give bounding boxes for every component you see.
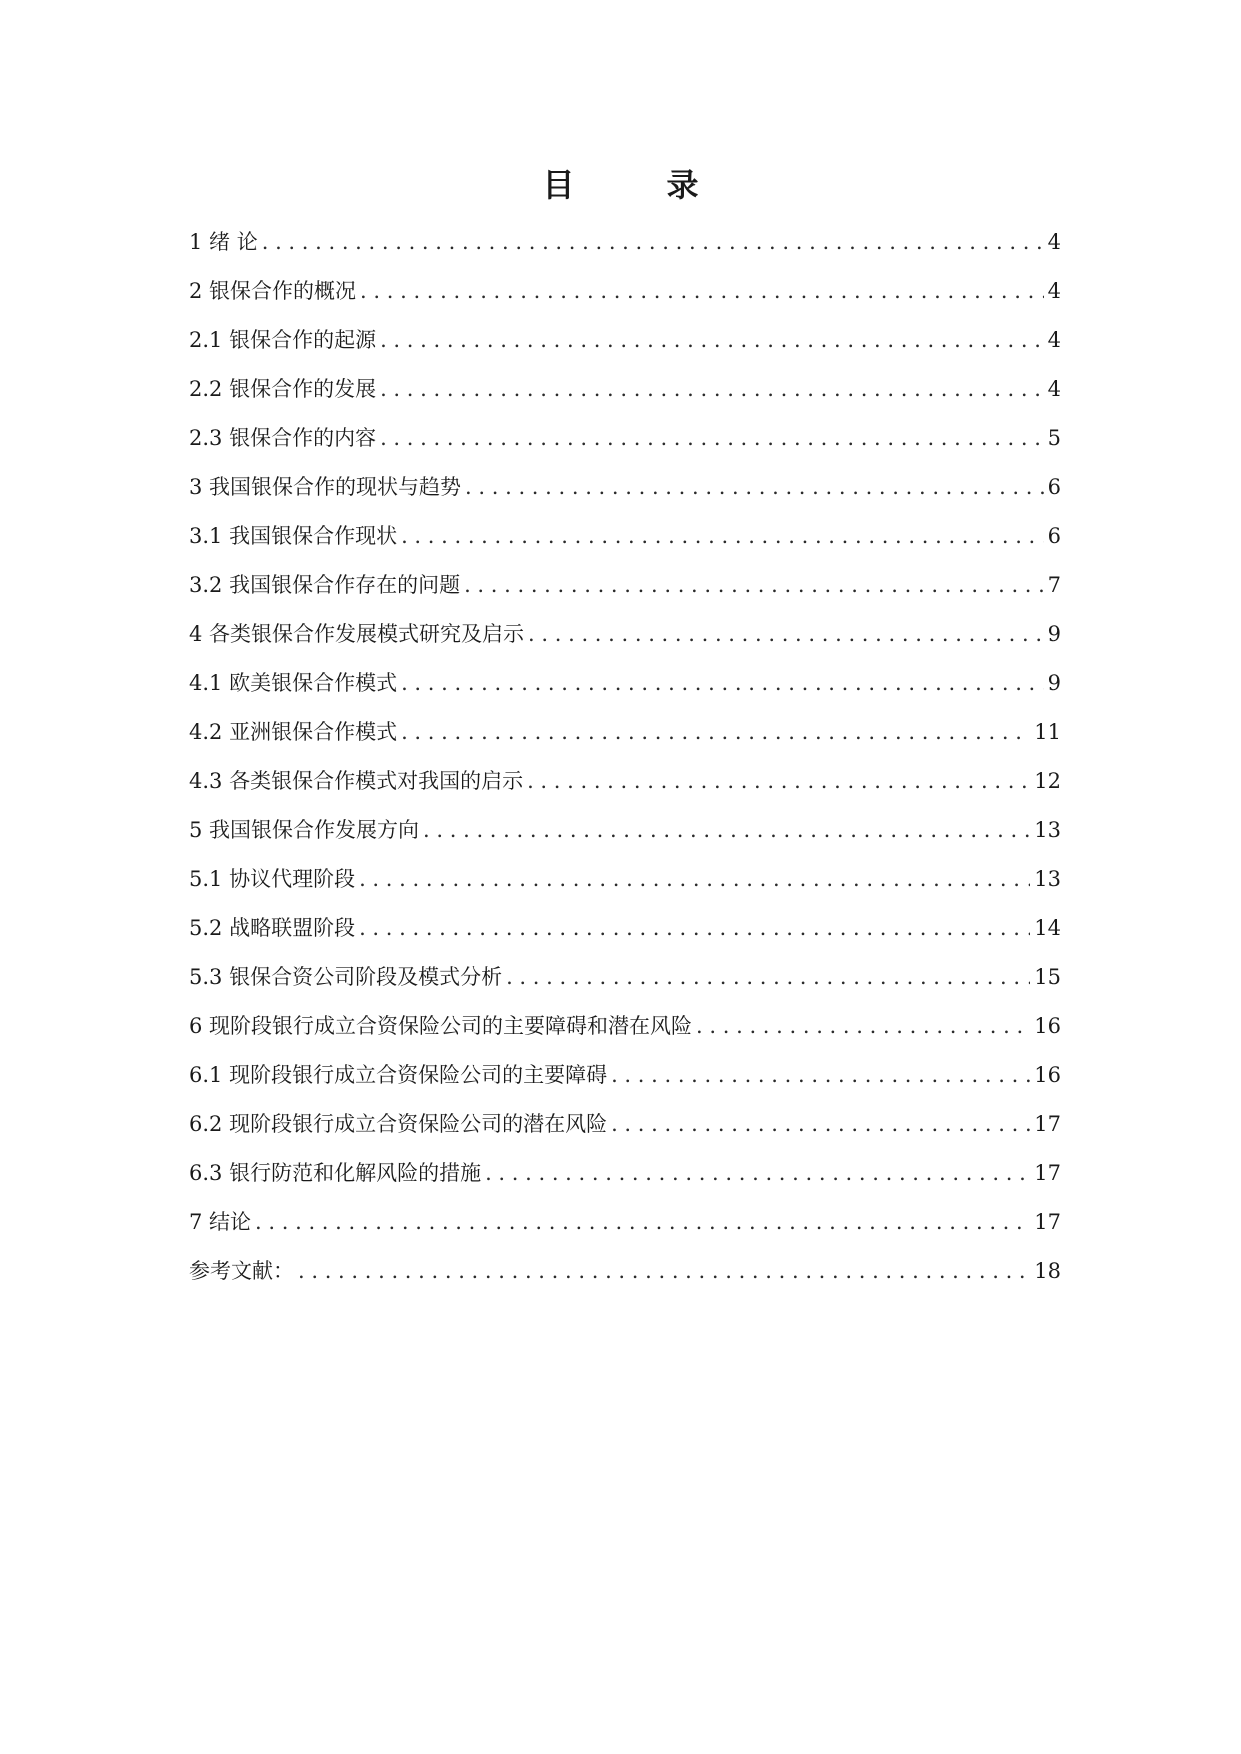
- toc-entry[interactable]: [189, 365, 1061, 414]
- toc-title: 目 录: [542, 166, 729, 204]
- toc-entry-page: 17: [1034, 1161, 1061, 1185]
- toc-entry-label: 5.2 战略联盟阶段: [189, 916, 356, 940]
- toc-entry[interactable]: [189, 1198, 1061, 1247]
- toc-entry[interactable]: [189, 1149, 1061, 1198]
- toc-entry[interactable]: [189, 561, 1061, 610]
- toc-leader-dots: [401, 512, 1044, 561]
- toc-entry-page: 14: [1034, 916, 1061, 940]
- toc-entry[interactable]: [189, 414, 1061, 463]
- toc-entry[interactable]: [189, 806, 1061, 855]
- toc-leader-dots: [611, 1051, 1030, 1100]
- toc-entry-label: 6.2 现阶段银行成立合资保险公司的潜在风险: [189, 1112, 608, 1136]
- toc-leader-dots: [527, 757, 1030, 806]
- toc-entry-page: 9: [1047, 622, 1061, 646]
- toc-leader-dots: [696, 1002, 1030, 1051]
- toc-entry-page: 11: [1034, 720, 1061, 744]
- toc-leader-dots: [262, 218, 1044, 267]
- toc-leader-dots: [380, 365, 1044, 414]
- toc-entry-label: 5.1 协议代理阶段: [189, 867, 356, 891]
- toc-entry-label: 1 绪 论: [189, 230, 258, 254]
- table-of-contents: [189, 218, 1061, 1296]
- toc-entry-label: 参考文献：: [189, 1259, 294, 1283]
- toc-entry-label: 6.3 银行防范和化解风险的措施: [189, 1161, 482, 1185]
- toc-entry-label: 4.1 欧美银保合作模式: [189, 671, 398, 695]
- toc-entry-label: 5 我国银保合作发展方向: [189, 818, 420, 842]
- toc-entry-page: 12: [1034, 769, 1061, 793]
- toc-entry-label: 2.3 银保合作的内容: [189, 426, 377, 450]
- toc-entry-page: 16: [1034, 1014, 1061, 1038]
- toc-entry-page: 7: [1047, 573, 1061, 597]
- toc-entry-label: 4.3 各类银保合作模式对我国的启示: [189, 769, 524, 793]
- toc-entry[interactable]: [189, 659, 1061, 708]
- toc-entry[interactable]: [189, 953, 1061, 1002]
- toc-leader-dots: [485, 1149, 1030, 1198]
- toc-leader-dots: [360, 267, 1044, 316]
- toc-entry-label: 5.3 银保合资公司阶段及模式分析: [189, 965, 503, 989]
- toc-entry-page: 15: [1034, 965, 1061, 989]
- toc-leader-dots: [611, 1100, 1030, 1149]
- toc-entry-page: 17: [1034, 1210, 1061, 1234]
- toc-entry[interactable]: [189, 610, 1061, 659]
- toc-entry-label: 2 银保合作的概况: [189, 279, 357, 303]
- toc-entry-page: 4: [1047, 230, 1061, 254]
- toc-entry-page: 16: [1034, 1063, 1061, 1087]
- toc-leader-dots: [401, 659, 1044, 708]
- toc-leader-dots: [423, 806, 1030, 855]
- toc-entry-label: 3.2 我国银保合作存在的问题: [189, 573, 461, 597]
- toc-leader-dots: [401, 708, 1030, 757]
- toc-leader-dots: [464, 561, 1044, 610]
- toc-entry-label: 4.2 亚洲银保合作模式: [189, 720, 398, 744]
- toc-entry[interactable]: [189, 316, 1061, 365]
- toc-entry-page: 6: [1047, 475, 1061, 499]
- toc-leader-dots: [380, 414, 1044, 463]
- toc-entry-page: 5: [1047, 426, 1061, 450]
- toc-entry-page: 13: [1034, 867, 1061, 891]
- toc-leader-dots: [506, 953, 1030, 1002]
- toc-entry[interactable]: [189, 1247, 1061, 1296]
- toc-leader-dots: [380, 316, 1044, 365]
- toc-leader-dots: [298, 1247, 1030, 1296]
- toc-entry-page: 9: [1047, 671, 1061, 695]
- toc-entry-page: 18: [1034, 1259, 1061, 1283]
- toc-leader-dots: [359, 855, 1030, 904]
- toc-entry[interactable]: [189, 512, 1061, 561]
- toc-entry-label: 2.2 银保合作的发展: [189, 377, 377, 401]
- toc-leader-dots: [465, 463, 1044, 512]
- toc-entry-page: 4: [1047, 328, 1061, 352]
- toc-leader-dots: [255, 1198, 1030, 1247]
- toc-leader-dots: [359, 904, 1030, 953]
- toc-entry[interactable]: [189, 708, 1061, 757]
- toc-entry[interactable]: [189, 1002, 1061, 1051]
- toc-entry[interactable]: [189, 1100, 1061, 1149]
- toc-entry[interactable]: [189, 218, 1061, 267]
- toc-entry-label: 3.1 我国银保合作现状: [189, 524, 398, 548]
- toc-entry[interactable]: [189, 1051, 1061, 1100]
- toc-entry-label: 7 结论: [189, 1210, 252, 1234]
- toc-entry[interactable]: [189, 757, 1061, 806]
- toc-entry-page: 6: [1047, 524, 1061, 548]
- toc-entry[interactable]: [189, 904, 1061, 953]
- toc-entry-page: 17: [1034, 1112, 1061, 1136]
- toc-entry[interactable]: [189, 855, 1061, 904]
- toc-entry-label: 4 各类银保合作发展模式研究及启示: [189, 622, 525, 646]
- toc-entry-label: 2.1 银保合作的起源: [189, 328, 377, 352]
- toc-leader-dots: [528, 610, 1044, 659]
- toc-entry-page: 4: [1047, 279, 1061, 303]
- toc-entry-label: 6.1 现阶段银行成立合资保险公司的主要障碍: [189, 1063, 608, 1087]
- toc-entry[interactable]: [189, 267, 1061, 316]
- toc-entry-page: 4: [1047, 377, 1061, 401]
- toc-entry[interactable]: [189, 463, 1061, 512]
- toc-entry-label: 3 我国银保合作的现状与趋势: [189, 475, 462, 499]
- toc-entry-label: 6 现阶段银行成立合资保险公司的主要障碍和潜在风险: [189, 1014, 693, 1038]
- toc-entry-page: 13: [1034, 818, 1061, 842]
